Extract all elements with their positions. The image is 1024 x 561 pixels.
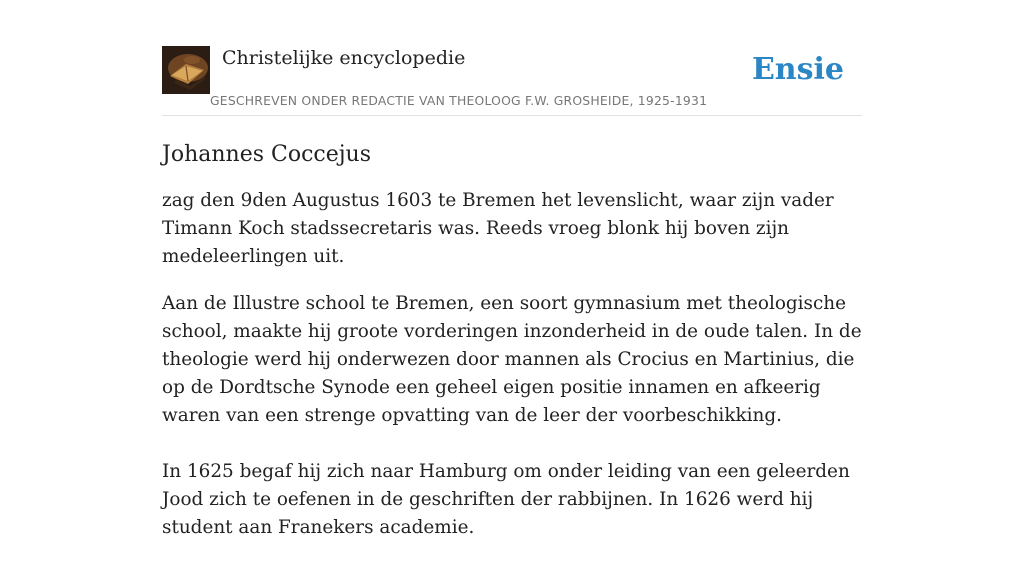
encyclopedia-avatar[interactable] <box>162 46 210 94</box>
article <box>162 138 862 561</box>
article-title: Johannes Coccejus <box>162 142 372 167</box>
site-title[interactable]: Christelijke encyclopedie <box>222 47 466 69</box>
article-paragraph: Aan de Illustre school te Bremen, een soort gymnasium met theologische school, maakte hij groote vorderingen inzonderheid in de oude talen. In de theologie werd hij onderwezen door mannen als Crocius en Martinius, die op de Dordtsche Synode een geheel eigen positie innamen en afkeerig waren van een strenge opvatting van de leer der voorbeschikking. <box>162 293 862 426</box>
brand-logo[interactable]: Ensie <box>751 52 844 87</box>
article-paragraph: In 1625 begaf hij zich naar Hamburg om onder leiding van een geleerden Jood zich te oefenen in de geschriften der rabbijnen. In 1626 werd hij student aan Franekers academie. <box>162 461 850 538</box>
article-paragraph: zag den 9den Augustus 1603 te Bremen het levenslicht, waar zijn vader Timann Koch stadssecretaris was. Reeds vroeg blonk hij boven zijn medeleerlingen uit. <box>162 190 834 267</box>
site-header <box>162 46 862 116</box>
header-divider <box>162 115 862 116</box>
site-subtitle: GESCHREVEN ONDER REDACTIE VAN THEOLOOG F.W. GROSHEIDE, 1925-1931 <box>210 93 708 108</box>
book-icon <box>162 46 210 94</box>
